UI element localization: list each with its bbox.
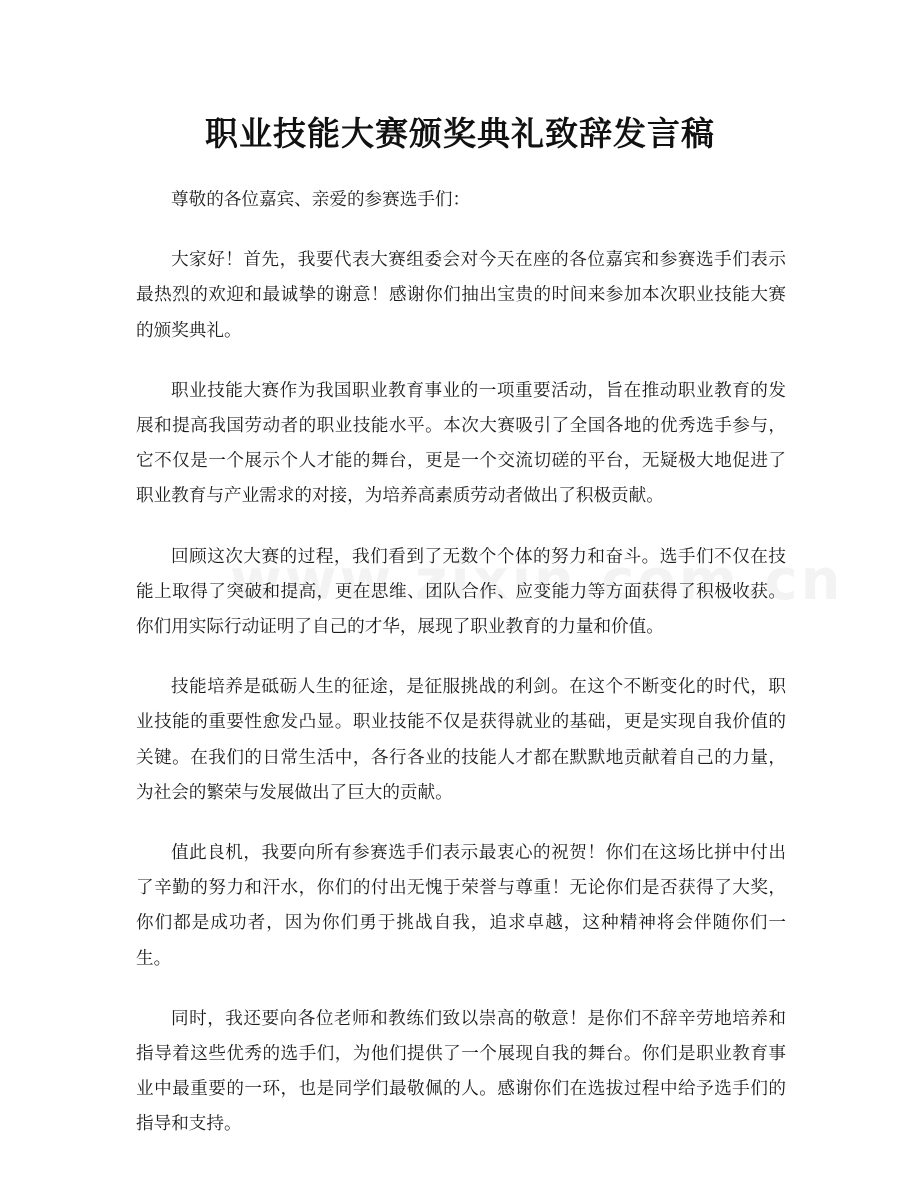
salutation-paragraph: 尊敬的各位嘉宾、亲爱的参赛选手们：: [171, 190, 471, 210]
document-body: [136, 183, 786, 1168]
body-paragraph: 技能培养是砥砺人生的征途，是征服挑战的利剑。在这个不断变化的时代，职业技能的重要性愈发凸显。职业技能不仅是获得就业的基础，更是实现自我价值的关键。在我们的日常生活中，各行各业的技能人才都在默默地贡献着自己的力量，为社会的繁荣与发展做出了巨大的贡献。: [136, 677, 786, 803]
body-paragraph: 同时，我还要向各位老师和教练们致以崇高的敬意！是你们不辞辛劳地培养和指导着这些优秀的选手们，为他们提供了一个展现自我的舞台。你们是职业教育事业中最重要的一环，也是同学们最敬佩的人。感谢你们在选拔过程中给予选手们的指导和支持。: [136, 1008, 786, 1135]
body-paragraph: 回顾这次大赛的过程，我们看到了无数个个体的努力和奋斗。选手们不仅在技能上取得了突破和提高，更在思维、团队合作、应变能力等方面获得了积极收获。你们用实际行动证明了自己的才华，展现了职业教育的力量和价值。: [136, 546, 786, 638]
body-paragraph: 值此良机，我要向所有参赛选手们表示最衷心的祝贺！你们在这场比拼中付出了辛勤的努力和汗水，你们的付出无愧于荣誉与尊重！无论你们是否获得了大奖，你们都是成功者，因为你们勇于挑战自我，追求卓越，这种精神将会伴随你们一生。: [136, 843, 786, 969]
body-paragraph: 职业技能大赛作为我国职业教育事业的一项重要活动，旨在推动职业教育的发展和提高我国劳动者的职业技能水平。本次大赛吸引了全国各地的优秀选手参与，它不仅是一个展示个人才能的舞台，更是一个交流切磋的平台，无疑极大地促进了职业教育与产业需求的对接，为培养高素质劳动者做出了积极贡献。: [136, 380, 786, 507]
document-title: 职业技能大赛颁奖典礼致辞发言稿: [205, 114, 715, 153]
body-paragraph: 大家好！首先，我要代表大赛组委会对今天在座的各位嘉宾和参赛选手们表示最热烈的欢迎和最诚挚的谢意！感谢你们抽出宝贵的时间来参加本次职业技能大赛的颁奖典礼。: [136, 250, 786, 341]
